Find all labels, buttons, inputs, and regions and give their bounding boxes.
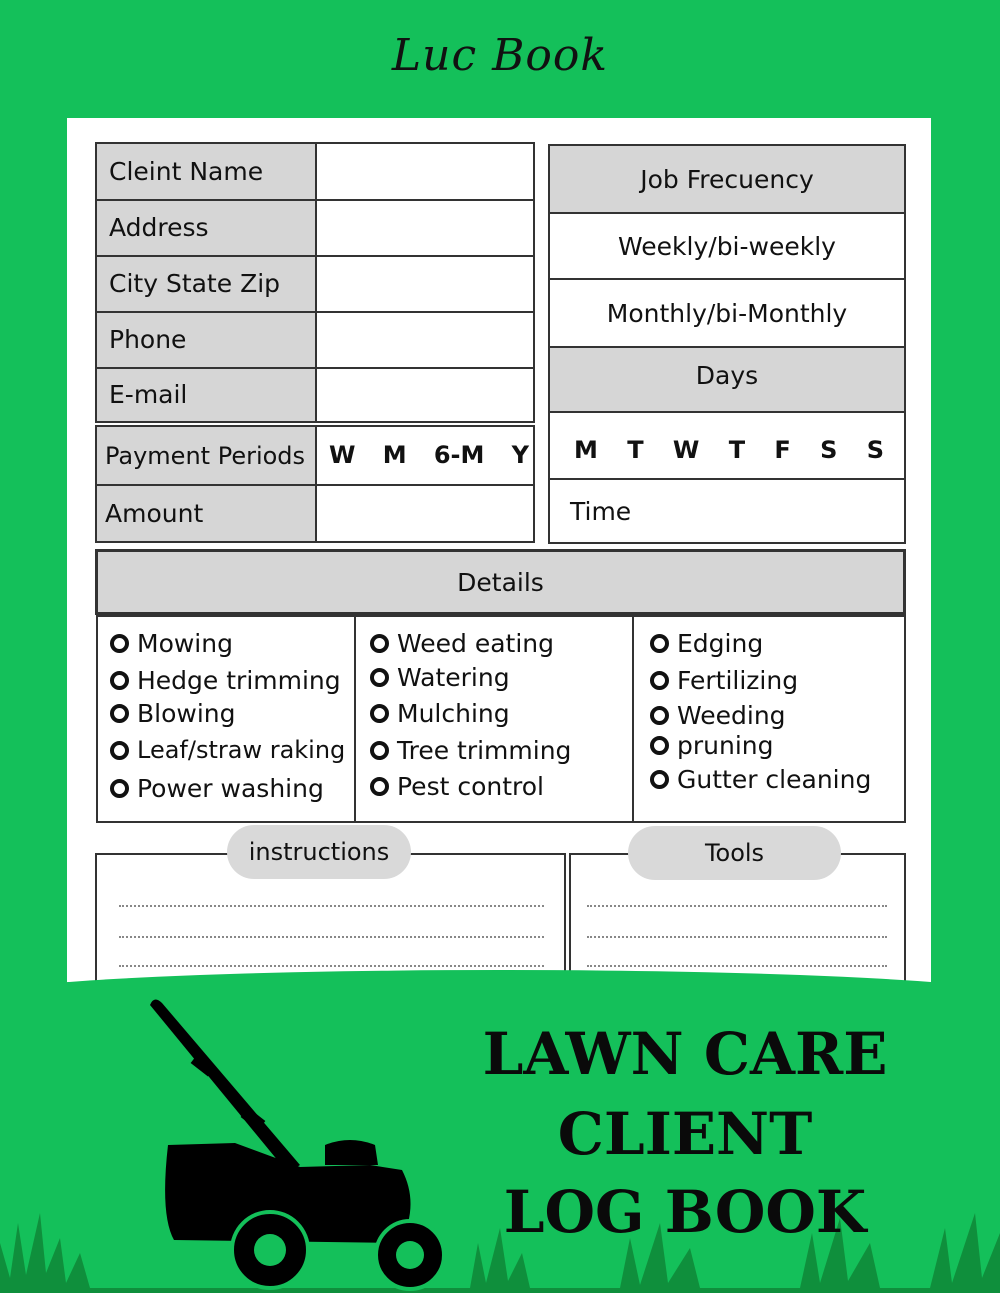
service-option-watering[interactable] [370,663,510,692]
radio-circle-icon [650,671,669,690]
service-label: Gutter cleaning [677,765,872,794]
instructions-line [119,905,544,907]
radio-circle-icon [110,671,129,690]
details-checklist [96,615,906,823]
service-label: Hedge trimming [137,666,341,695]
day-saturday[interactable]: S [820,436,838,464]
radio-circle-icon [370,634,389,653]
details-header [95,549,906,615]
job-frequency-table [548,144,906,544]
weekly-option[interactable]: Weekly/bi-weekly [618,231,836,261]
service-option-mowing[interactable] [110,629,233,658]
service-label: Mulching [397,699,510,728]
email-label: E-mail [97,368,315,421]
radio-circle-icon [110,634,129,653]
service-label: Watering [397,663,510,692]
brand-logo: Luc Book [391,30,609,81]
day-sunday[interactable]: S [866,436,884,464]
instructions-line [119,965,544,967]
radio-circle-icon [650,736,669,755]
time-label: Time [570,496,632,526]
day-wednesday[interactable]: W [672,436,700,464]
service-label: Leaf/straw raking [137,736,346,764]
service-label: Fertilizing [677,666,799,695]
service-option-fertilizing[interactable] [650,666,798,695]
service-option-hedge-trimming[interactable] [110,666,341,695]
radio-circle-icon [370,777,389,796]
radio-circle-icon [110,704,129,723]
day-tuesday[interactable]: T [627,436,644,464]
service-label: Power washing [137,774,324,803]
tools-line [587,936,887,938]
cover-title-line-2: CLIENT [557,1100,813,1168]
service-option-leaf-raking[interactable] [110,736,345,764]
service-label: Weed eating [397,629,554,658]
service-option-pest-control[interactable] [370,772,544,801]
service-label: Edging [677,629,764,658]
payment-option-six-month[interactable]: 6-M [433,441,485,469]
instructions-label: instructions [227,825,411,879]
service-option-edging[interactable] [650,629,763,658]
day-friday[interactable]: F [774,436,791,464]
payment-table [95,425,535,543]
monthly-option[interactable]: Monthly/bi-Monthly [606,298,848,328]
job-frequency-header: Job Frecuency [550,146,904,212]
day-thursday[interactable]: T [728,436,746,464]
service-option-weed-eating[interactable] [370,629,554,658]
service-option-blowing[interactable] [110,699,236,728]
service-option-mulching[interactable] [370,699,510,728]
days-row [574,436,884,464]
day-monday[interactable]: M [574,436,598,464]
payment-periods-label: Payment Periods [97,427,315,484]
radio-circle-icon [650,634,669,653]
service-label: Weeding [677,701,786,730]
service-label: Mowing [137,629,233,658]
radio-circle-icon [110,741,129,760]
radio-circle-icon [650,706,669,725]
service-option-pruning[interactable] [650,731,774,760]
payment-option-yearly[interactable]: Y [511,441,529,469]
service-option-gutter-cleaning[interactable] [650,765,871,794]
instructions-line [119,936,544,938]
service-label: Pest control [397,772,544,801]
radio-circle-icon [370,741,389,760]
radio-circle-icon [370,668,389,687]
service-option-tree-trimming[interactable] [370,736,571,765]
service-option-weeding[interactable] [650,701,786,730]
payment-option-monthly[interactable]: M [382,441,407,469]
phone-label: Phone [97,312,315,367]
cover-title-line-3: LOG BOOK [503,1178,867,1246]
radio-circle-icon [650,770,669,789]
address-label: Address [97,200,315,255]
log-sheet [67,118,931,988]
details-label: Details [457,567,544,597]
tools-line [587,905,887,907]
tools-line [587,965,887,967]
service-label: pruning [677,731,774,760]
service-label: Tree trimming [397,736,572,765]
service-option-power-washing[interactable] [110,774,324,803]
cover-title-line-1: LAWN CARE [482,1020,888,1088]
tools-label: Tools [628,826,841,880]
amount-label: Amount [97,486,315,541]
client-info-table [95,142,535,423]
lawn-mower-icon [140,995,460,1293]
radio-circle-icon [370,704,389,723]
payment-option-weekly[interactable]: W [329,441,356,469]
client-name-label: Cleint Name [97,144,315,199]
days-header: Days [550,348,904,411]
radio-circle-icon [110,779,129,798]
service-label: Blowing [137,699,236,728]
payment-period-options [329,441,529,469]
city-state-zip-label: City State Zip [97,256,315,311]
